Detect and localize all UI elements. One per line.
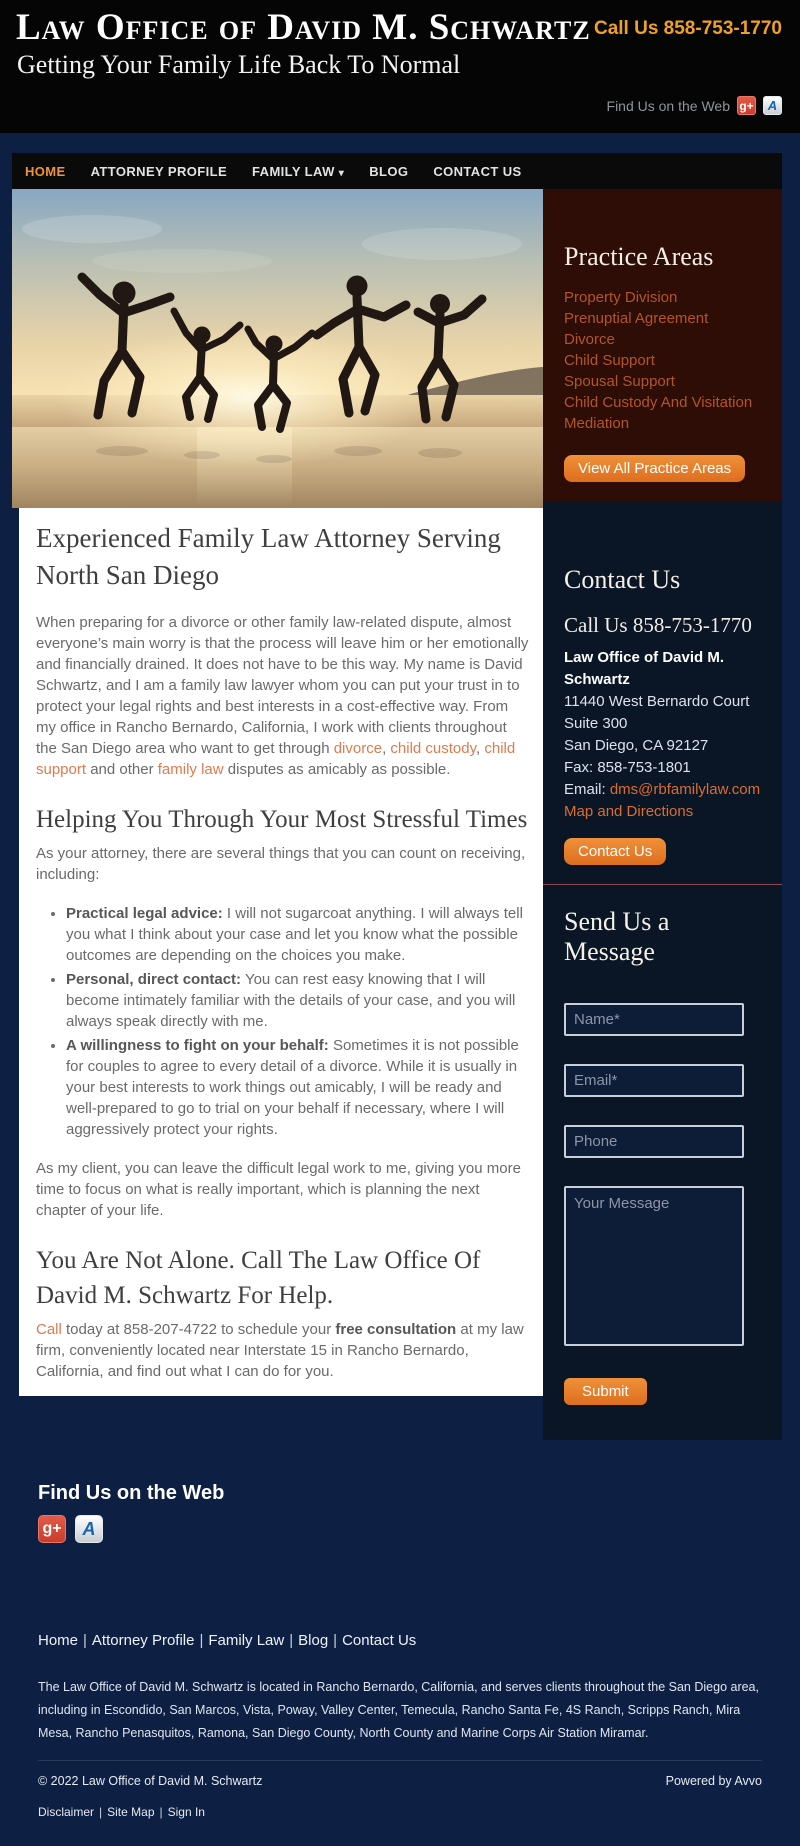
main-content — [19, 508, 543, 1396]
footer-social-icons — [38, 1515, 103, 1543]
contact-us-button[interactable]: Contact Us — [564, 838, 666, 865]
main-nav — [12, 153, 782, 189]
sidebar-divider — [543, 884, 782, 885]
practice-link-prenuptial-agreement[interactable]: Prenuptial Agreement — [564, 310, 709, 327]
chevron-down-icon: ▾ — [338, 167, 345, 179]
address-line-1: 11440 West Bernardo Court — [564, 693, 750, 710]
call-link[interactable]: Call — [36, 1321, 62, 1338]
email-line: Email: dms@rbfamilylaw.com — [564, 781, 761, 798]
contact-title: Contact Us — [564, 565, 681, 594]
logo-tagline: Getting Your Family Life Back To Normal — [17, 50, 461, 79]
email-field[interactable] — [564, 1064, 744, 1097]
practice-link-child-support[interactable]: Child Support — [564, 352, 655, 369]
header-phone: Call Us 858-753-1770 — [593, 18, 782, 39]
section-title-helping: Helping You Through Your Most Stressful Times — [36, 806, 528, 833]
intro2-paragraph: As your attorney, there are several things that you can count on receiving, including: — [36, 845, 526, 883]
submit-button[interactable]: Submit — [564, 1378, 647, 1405]
header-social-bar — [607, 96, 782, 115]
site-header — [0, 0, 800, 133]
footer-bottom-bar — [38, 1760, 762, 1788]
practice-areas-title: Practice Areas — [564, 242, 714, 271]
closing-paragraph: As my client, you can leave the difficult legal work to me, giving you more time to focus on what is really important, which is planning the next chapter of your life. — [36, 1160, 521, 1219]
child-support-link[interactable]: child support — [36, 740, 516, 778]
divorce-link[interactable]: divorce — [333, 740, 383, 757]
footer-nav-contact-us[interactable]: Contact Us — [342, 1632, 417, 1649]
fax-line: Fax: 858-753-1801 — [564, 759, 691, 776]
address-line-3: San Diego, CA 92127 — [564, 737, 709, 754]
view-all-practice-areas-button[interactable]: View All Practice Areas — [564, 455, 745, 482]
footer-find-us-title: Find Us on the Web — [38, 1482, 225, 1504]
practice-areas-list — [564, 287, 764, 434]
practice-areas-panel — [543, 189, 782, 501]
powered-by-text: Powered by Avvo — [665, 1774, 762, 1788]
contact-address-block — [564, 647, 762, 823]
find-us-label: Find Us on the Web — [606, 97, 730, 114]
send-message-title: Send Us a Message — [564, 907, 670, 966]
contact-phone: Call Us 858-753-1770 — [564, 613, 752, 637]
intro-paragraph: When preparing for a divorce or other family law-related dispute, almost everyone’s main worry is that the process will leave him or her emotionally and financially drained. It does not have to be this way. My name is David Schwartz, and I am a family law lawyer whom you can put your trust in to protect your legal rights and best interests in a cost-effective way. From my office in Rancho Bernardo, California, I work with clients throughout the San Diego area who want to get through divorce, child custody, child support and other family law disputes as amicably as possible. — [36, 614, 529, 778]
footer-nav-family-law[interactable]: Family Law — [208, 1632, 285, 1649]
google-plus-icon[interactable]: g+ — [737, 96, 756, 115]
message-field[interactable] — [564, 1186, 744, 1346]
footer-nav-blog[interactable]: Blog — [298, 1632, 329, 1649]
map-directions-link[interactable]: Map and Directions — [564, 803, 694, 820]
practice-link-property-division[interactable]: Property Division — [564, 289, 678, 306]
avvo-icon[interactable]: A — [763, 96, 782, 115]
nav-item-home[interactable]: HOME — [25, 163, 66, 179]
footer-disclaimer: The Law Office of David M. Schwartz is located in Rancho Bernardo, California, and serves clients throughout the San Diego area, including in Escondido, San Marcos, Vista, Poway, Valley Center, Temecula, Rancho Santa Fe, 4S Ranch, Scripps Ranch, Mira Mesa, Rancho Penasquitos, Ramona, San Diego County, North County and Marine Corps Air Station Miramar. — [38, 1680, 759, 1740]
practice-link-child-custody[interactable]: Child Custody And Visitation — [564, 394, 753, 411]
list-item: • Practical legal advice: I will not sugarcoat anything. I will always tell you what I think about your case and let you know what the possible outcomes are depending on the choices you make. — [66, 903, 531, 966]
list-item: • Personal, direct contact: You can rest easy knowing that I will become intimately familiar with the details of your case, and you will always speak directly with me. — [66, 969, 531, 1032]
footer-link-sign-in[interactable]: Sign In — [167, 1805, 205, 1819]
nav-item-attorney-profile[interactable]: ATTORNEY PROFILE — [90, 163, 228, 179]
footer-link-disclaimer[interactable]: Disclaimer — [38, 1805, 95, 1819]
phone-field[interactable] — [564, 1125, 744, 1158]
footer-nav-attorney-profile[interactable]: Attorney Profile — [91, 1632, 195, 1649]
logo-title: Law Office of David M. Schwartz — [16, 7, 591, 48]
features-list — [36, 903, 531, 1140]
child-custody-link[interactable]: child custody — [390, 740, 477, 757]
address-line-2: Suite 300 — [564, 715, 628, 732]
section-title-cta: You Are Not Alone. Call The Law Office Of David M. Schwartz For Help. — [36, 1247, 481, 1309]
list-item: • A willingness to fight on your behalf: Sometimes it is not possible for couples to agree to every detail of a divorce. While it is usually in your best interests to work things out amicably, I will be ready and well-prepared to go to trial on your behalf if necessary, where I will aggressively protect your rights. — [66, 1035, 531, 1140]
hero-image — [12, 189, 543, 508]
footer-nav: Home | Attorney Profile | Family Law | Blog | Contact Us — [38, 1632, 417, 1649]
nav-item-blog[interactable]: BLOG — [369, 163, 409, 179]
google-plus-icon[interactable]: g+ — [38, 1515, 66, 1543]
footer-nav-home[interactable]: Home — [38, 1632, 79, 1649]
sidebar-panel — [543, 501, 782, 1440]
nav-item-family-law[interactable]: FAMILY LAW ▾ — [252, 163, 345, 179]
practice-link-divorce[interactable]: Divorce — [564, 331, 615, 348]
avvo-icon[interactable]: A — [75, 1515, 103, 1543]
family-law-link[interactable]: family law — [157, 761, 224, 778]
name-field[interactable] — [564, 1003, 744, 1036]
footer-legal-links: Disclaimer | Site Map | Sign In — [38, 1805, 205, 1819]
footer-link-site-map[interactable]: Site Map — [107, 1805, 155, 1819]
firm-name: Law Office of David M. Schwartz — [564, 649, 725, 688]
page-title: Experienced Family Law Attorney Serving North San Diego — [36, 523, 501, 590]
email-link[interactable]: dms@rbfamilylaw.com — [609, 781, 761, 798]
copyright-text: © 2022 Law Office of David M. Schwartz — [38, 1774, 263, 1788]
nav-item-contact-us[interactable]: CONTACT US — [433, 163, 522, 179]
practice-link-spousal-support[interactable]: Spousal Support — [564, 373, 675, 390]
practice-link-mediation[interactable]: Mediation — [564, 415, 630, 432]
cta-paragraph: Call today at 858-207-4722 to schedule your free consultation at my law firm, conveniently located near Interstate 15 in Rancho Bernardo, California, and find out what I can do for you. — [36, 1321, 524, 1380]
